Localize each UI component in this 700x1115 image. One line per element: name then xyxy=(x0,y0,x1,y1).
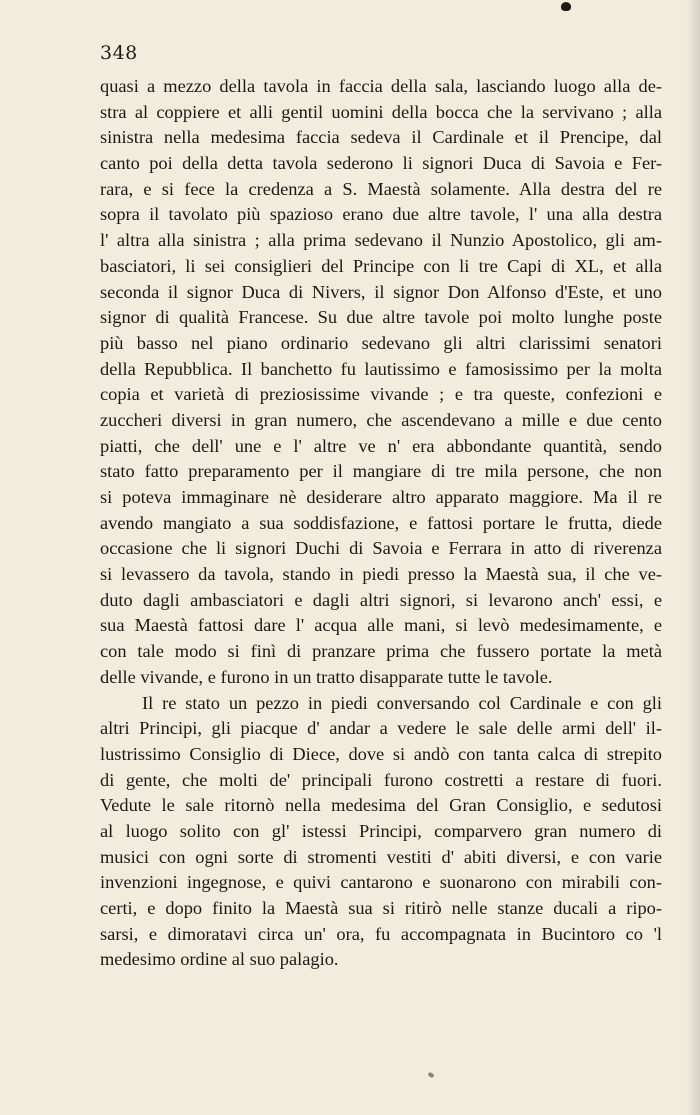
text-line: rara, e si fece la credenza a S. Maestà solamente. Alla destra del re xyxy=(100,178,662,199)
text-line: l' altra alla sinistra ; alla prima sedevano il Nunzio Apostolico, gli am- xyxy=(100,230,662,251)
text-line: piatti, che dell' une e l' altre ve n' era abbondante quantità, sendo xyxy=(100,435,662,456)
text-line: con tale modo si finì di pranzare prima che fussero portate la metà xyxy=(100,641,662,662)
text-line: al luogo solito con gl' istessi Principi, comparvero gran numero di xyxy=(100,820,662,841)
text-line: medesimo ordine al suo palagio. xyxy=(100,949,339,970)
text-line: più basso nel piano ordinario sedevano gli altri clarissimi senatori xyxy=(100,332,662,353)
body-text xyxy=(100,74,662,973)
text-line: certi, e dopo finito la Maestà sua si ritirò nelle stanze ducali a ripo- xyxy=(100,898,662,918)
text-line: copia et varietà di preziosissime vivande ; e tra queste, confezioni e xyxy=(100,384,662,405)
text-line: sua Maestà fattosi dare l' acqua alle mani, si levò medesimamente, e xyxy=(100,615,662,636)
text-line: delle vivande, e furono in un tratto disapparate tutte le tavole. xyxy=(100,666,553,687)
text-line: quasi a mezzo della tavola in faccia della sala, lasciando luogo alla de- xyxy=(100,76,662,96)
text-line: avendo mangiato a sua soddisfazione, e fattosi portare le frutta, diede xyxy=(100,512,662,533)
text-line: sopra il tavolato più spazioso erano due altre tavole, l' una alla destra xyxy=(100,204,662,225)
paragraph-1 xyxy=(100,74,662,691)
text-line: lustrissimo Consiglio di Diece, dove si andò con tanta calca di strepito xyxy=(100,743,662,764)
page-number: 348 xyxy=(100,42,138,64)
text-line: stato fatto preparamento per il mangiare di tre mila persone, che non xyxy=(100,461,662,482)
text-line: seconda il signor Duca di Nivers, il signor Don Alfonso d'Este, et uno xyxy=(100,281,662,302)
text-line: occasione che li signori Duchi di Savoia e Ferrara in atto di riverenza xyxy=(100,538,662,559)
text-line: zuccheri diversi in gran numero, che ascendevano a mille e due cento xyxy=(100,409,662,430)
text-line: sarsi, e dimoratavi circa un' ora, fu accompagnata in Bucintoro co 'l xyxy=(100,923,662,944)
ink-blot-mark xyxy=(561,2,571,11)
text-line: si poteva immaginare nè desiderare altro apparato maggiore. Ma il re xyxy=(100,487,662,507)
text-line: stra al coppiere et alli gentil uomini della bocca che la servivano ; alla xyxy=(100,101,662,122)
text-line: canto poi della detta tavola sederono li signori Duca di Savoia e Fer- xyxy=(100,153,662,174)
text-line: sinistra nella medesima faccia sedeva il Cardinale et il Prencipe, dal xyxy=(100,127,662,148)
text-line: di gente, che molti de' principali furono costretti a restare di fuori. xyxy=(100,769,662,790)
text-line: si levassero da tavola, stando in piedi presso la Maestà sua, il che ve- xyxy=(100,564,662,585)
text-line: duto dagli ambasciatori e dagli altri signori, si levarono anch' essi, e xyxy=(100,589,662,610)
paragraph-2 xyxy=(100,691,662,974)
text-line: signor di qualità Francese. Su due altre tavole poi molto lunghe poste xyxy=(100,307,662,328)
stray-ink-mark xyxy=(427,1072,434,1079)
text-line: invenzioni ingegnose, e quivi cantarono e suonarono con mirabili con- xyxy=(100,872,662,893)
text-line: altri Principi, gli piacque d' andar a vedere le sale delle armi dell' il- xyxy=(100,718,662,739)
text-line: della Repubblica. Il banchetto fu lautissimo e famosissimo per la molta xyxy=(100,358,662,379)
text-line: Il re stato un pezzo in piedi conversando col Cardinale e con gli xyxy=(142,692,662,713)
text-line: musici con ogni sorte di stromenti vestiti d' abiti diversi, e con varie xyxy=(100,846,662,867)
page-edge-shadow xyxy=(686,0,700,1115)
text-line: Vedute le sale ritornò nella medesima del Gran Consiglio, e sedutosi xyxy=(100,795,662,816)
text-line: basciatori, li sei consiglieri del Principe con li tre Capi di XL, et alla xyxy=(100,255,662,276)
